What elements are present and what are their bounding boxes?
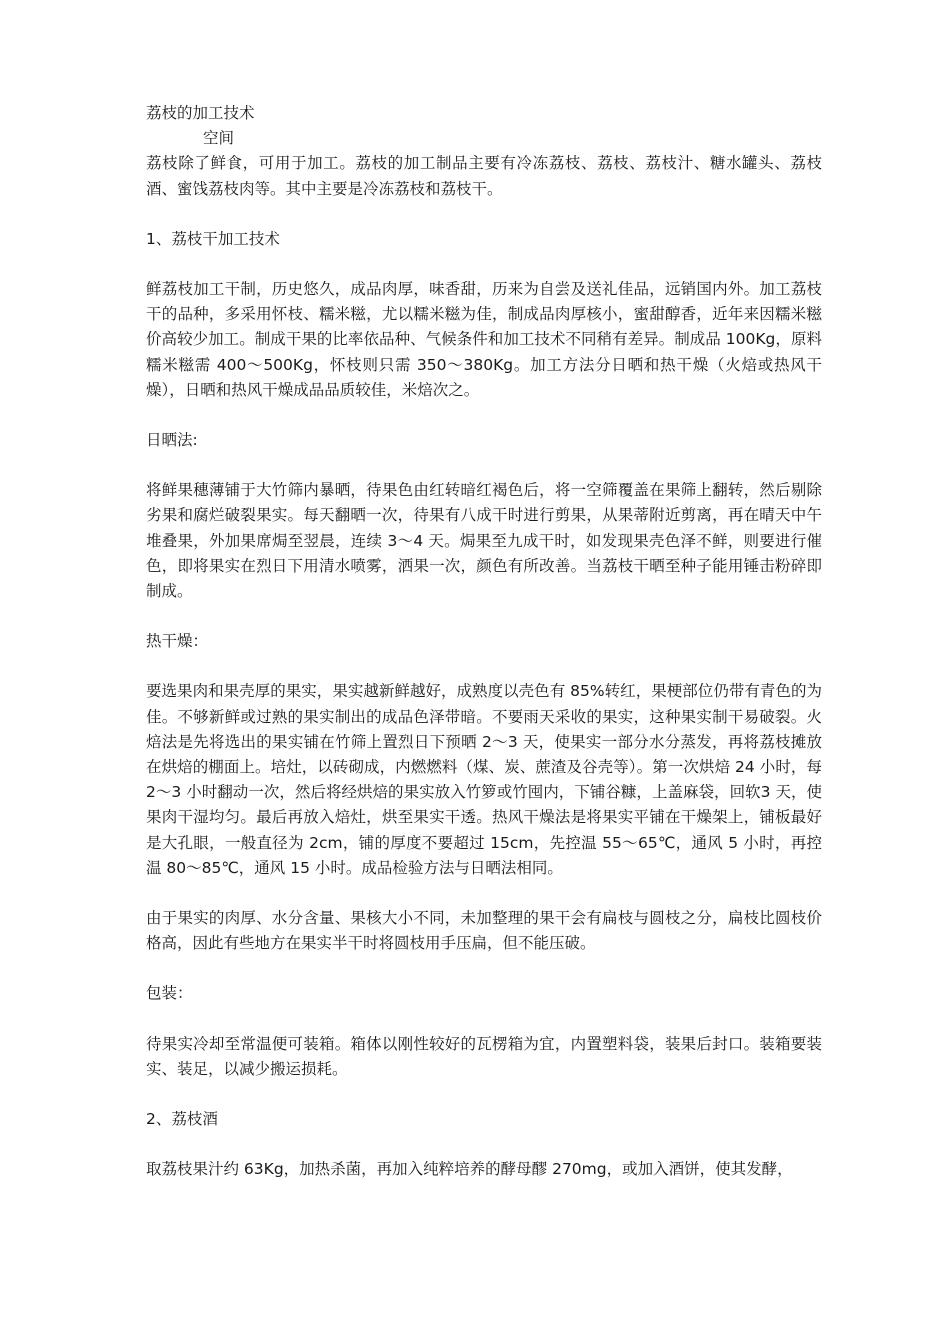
section-heading-dried-lychee: 1、荔枝干加工技术 xyxy=(146,229,280,248)
dried-lychee-overview-paragraph: 鲜荔枝加工干制，历史悠久，成品肉厚，味香甜，历来为自尝及送礼佳品，远销国内外。加工荔枝干的品种，多采用怀枝、糯米糍，尤以糯米糍为佳，制成品肉厚核小，蜜甜醇香，近年来因糯米糍价高较少加工。制成干果的比率依品种、气候条件和加工技术不同稍有差异。制成品 100Kg，原料糯米糍需 400～500Kg，怀枝则只需 350～380Kg。加工方法分日晒和热干燥（火焙或热风干燥），日晒和热风干燥成品品质较佳，米焙次之。 xyxy=(146,280,822,399)
subheading-sun-drying: 日晒法: xyxy=(146,431,198,450)
intro-paragraph: 荔枝除了鲜食，可用于加工。荔枝的加工制品主要有冷冻荔枝、荔枝、荔枝汁、糖水罐头、荔枝酒、蜜饯荔枝肉等。其中主要是冷冻荔枝和荔枝干。 xyxy=(146,154,822,198)
section-heading-lychee-wine: 2、荔枝酒 xyxy=(146,1110,218,1129)
document-title: 荔枝的加工技术 xyxy=(146,104,255,122)
subheading-heat-drying: 热干燥： xyxy=(146,632,209,651)
lychee-wine-paragraph: 取荔枝果汁约 63Kg，加热杀菌，再加入纯粹培养的酵母醪 270mg，或加入酒饼，使其发酵， xyxy=(146,1160,793,1179)
packaging-paragraph: 待果实冷却至常温便可装箱。箱体以刚性较好的瓦楞箱为宜，内置塑料袋，装果后封口。装箱要装实、装足，以减少搬运损耗。 xyxy=(146,1034,822,1078)
document-subtitle: 空间 xyxy=(203,129,235,148)
subheading-packaging: 包装： xyxy=(146,984,193,1003)
heat-drying-paragraph: 要选果肉和果壳厚的果实，果实越新鲜越好，成熟度以壳色有 85%转红，果梗部位仍带有青色的为佳。不够新鲜或过熟的果实制出的成品色泽带暗。不要雨天采收的果实，这种果实制干易破裂。火焙法是先将选出的果实铺在竹筛上置烈日下预晒 2～3 天，使果实一部分水分蒸发，再将荔枝摊放在烘焙的棚面上。培灶，以砖砌成，内燃燃料（煤、炭、蔗渣及谷壳等）。第一次烘焙 24 小时，每 2～3 小时翻动一次，然后将经烘焙的果实放入竹箩或竹囤内，下铺谷糠，上盖麻袋，回软3 天，使果肉干湿均匀。最后再放入焙灶，烘至果实干透。热风干燥法是将果实平铺在干燥架上，铺板最好是大孔眼，一般直径为 2cm，铺的厚度不要超过 15cm，先控温 55～65℃，通风 5 小时，再控温 80～85℃，通风 15 小时。成品检验方法与日晒法相同。 xyxy=(146,682,822,877)
flat-round-lychee-paragraph: 由于果实的肉厚、水分含量、果核大小不同，未加整理的果干会有扁枝与圆枝之分，扁枝比圆枝价格高，因此有些地方在果实半干时将圆枝用手压扁，但不能压破。 xyxy=(146,909,822,953)
document-body xyxy=(146,101,822,1183)
sun-drying-paragraph: 将鲜果穗薄铺于大竹筛内暴晒，待果色由红转暗红褐色后，将一空筛覆盖在果筛上翻转，然后剔除劣果和腐烂破裂果实。每天翻晒一次，待果有八成干时进行剪果，从果蒂附近剪离，再在晴天中午堆叠果，外加果席焗至翌晨，连续 3～4 天。焗果至九成干时，如发现果壳色泽不鲜，则要进行催色，即将果实在烈日下用清水喷雾，洒果一次，颜色有所改善。当荔枝干晒至种子能用锤击粉碎即制成。 xyxy=(146,481,822,601)
